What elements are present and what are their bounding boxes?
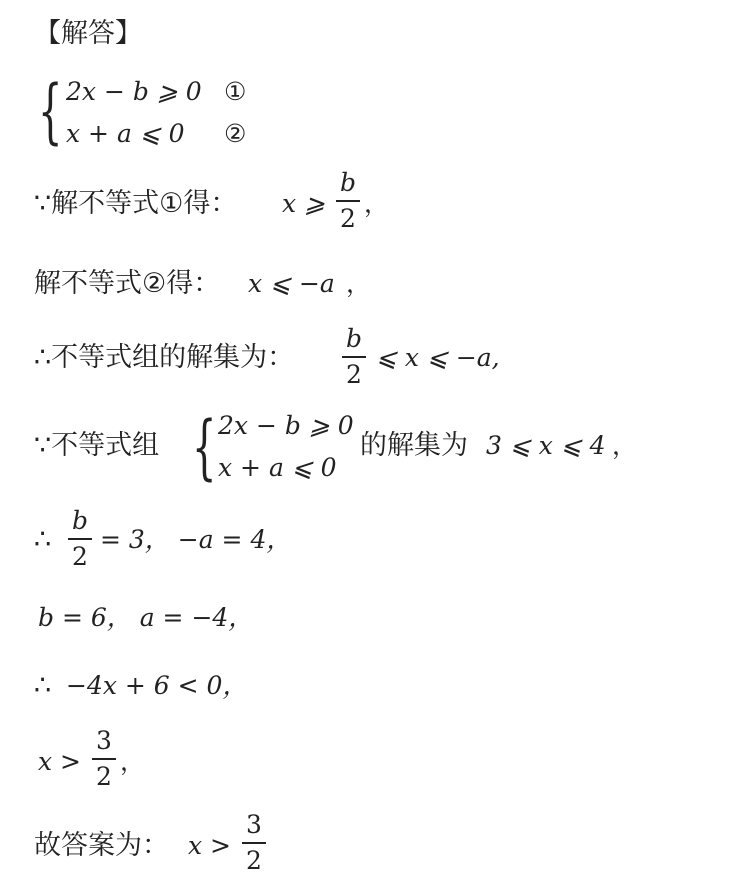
step-8-lhs: x > — [38, 747, 81, 776]
fraction-bar — [342, 356, 366, 358]
step-4-text: ∵不等式组 — [34, 430, 160, 461]
system-brace: { — [192, 406, 217, 488]
step-4-inequality-1: 2x − b ⩾ 0 — [218, 411, 354, 440]
system-brace: { — [38, 70, 63, 152]
fraction-denominator: 2 — [96, 761, 112, 791]
fraction-bar — [336, 200, 360, 202]
step-5-therefore: ∴ — [34, 524, 52, 555]
step-2-tail: ， — [346, 269, 372, 298]
answer-label: 故答案为： — [34, 830, 169, 861]
system-mark-2: ② — [224, 119, 247, 148]
step-3-fraction — [342, 324, 366, 390]
step-1-fraction — [336, 168, 360, 234]
fraction-denominator: 2 — [246, 845, 262, 875]
step-4-middle-text: 的解集为 — [360, 430, 468, 461]
answer-lhs: x > — [188, 831, 231, 860]
step-2-math: x ⩽ −a — [248, 269, 335, 298]
fraction-bar — [242, 842, 266, 844]
solution-header: 【解答】 — [34, 18, 142, 49]
answer-fraction — [242, 810, 266, 876]
step-1-lhs: x ⩾ — [282, 189, 325, 218]
step-4-tail: ， — [612, 431, 638, 460]
fraction-denominator: 2 — [346, 359, 362, 389]
step-1-text: ∵解不等式①得： — [34, 188, 238, 219]
step-7-math: −4x + 6 < 0， — [66, 671, 248, 700]
step-5-fraction — [68, 506, 92, 572]
step-5-math: = 3， −a = 4， — [100, 525, 292, 554]
step-4-inequality-2: x + a ⩽ 0 — [218, 453, 337, 482]
step-1-tail: ， — [364, 189, 390, 218]
step-2-text: 解不等式②得： — [34, 268, 221, 299]
fraction-numerator: b — [71, 506, 88, 535]
fraction-denominator: 2 — [340, 203, 356, 233]
step-8-tail: ， — [120, 747, 146, 776]
fraction-numerator: b — [339, 168, 356, 197]
step-3-math: ⩽ x ⩽ −a, — [376, 343, 500, 372]
step-8-fraction — [92, 726, 116, 792]
fraction-numerator: b — [345, 324, 362, 353]
step-4-math: 3 ⩽ x ⩽ 4 — [486, 431, 606, 460]
fraction-numerator: 3 — [246, 810, 262, 839]
system-inequality-2: x + a ⩽ 0 — [66, 119, 185, 148]
step-7-therefore: ∴ — [34, 670, 52, 701]
step-3-text: ∴不等式组的解集为： — [34, 342, 295, 373]
fraction-bar — [68, 538, 92, 540]
system-inequality-1: 2x − b ⩾ 0 — [66, 77, 202, 106]
system-mark-1: ① — [224, 77, 247, 106]
fraction-numerator: 3 — [96, 726, 112, 755]
fraction-denominator: 2 — [72, 541, 88, 571]
fraction-bar — [92, 758, 116, 760]
step-6-math: b = 6， a = −4， — [38, 603, 254, 632]
